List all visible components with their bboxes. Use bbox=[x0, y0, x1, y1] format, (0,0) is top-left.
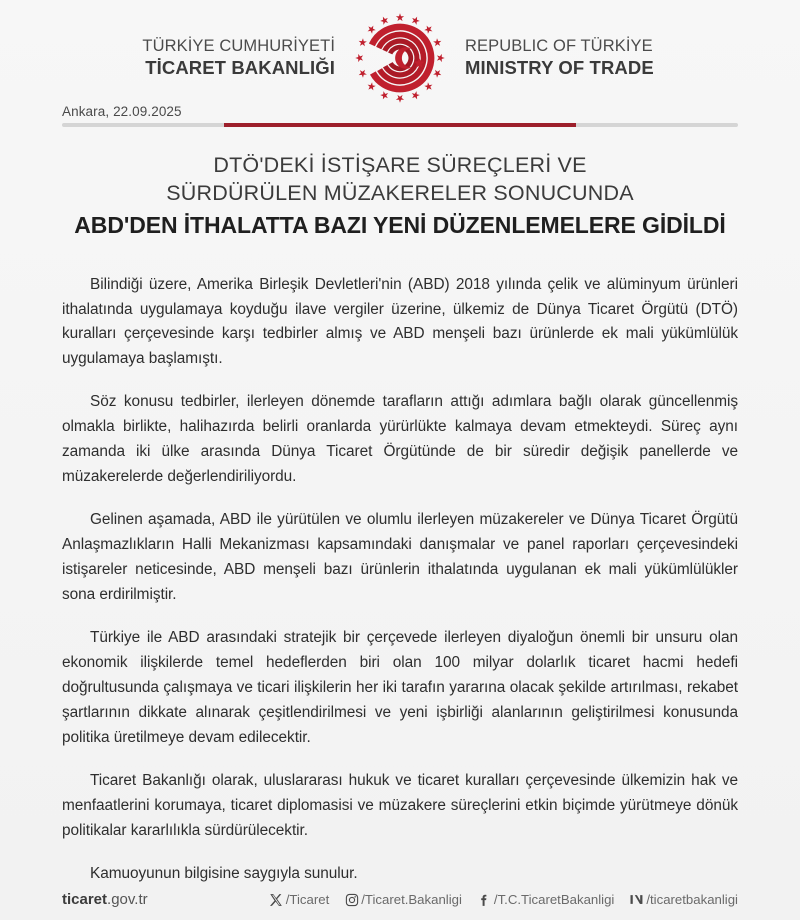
website-tld: .gov.tr bbox=[107, 891, 148, 908]
header-turkish-block bbox=[99, 37, 353, 79]
header-turkish-line2: TİCARET BAKANLIĞI bbox=[145, 56, 335, 78]
header-english-block bbox=[447, 37, 701, 79]
page-title bbox=[0, 127, 800, 247]
paragraph: Bilindiği üzere, Amerika Birleşik Devletleri'nin (ABD) 2018 yılında çelik ve alüminyum ürünleri ithalatında uygulamaya koyduğu ilave vergiler üzerine, ülkemiz de Dünya Ticaret Örgütü (DTÖ) kuralları çerçevesinde karşı tedbirler almış ve ABD menşeli bazı ürünlerde ek mali yükümlülük uygulamaya başlamıştı. bbox=[62, 275, 738, 368]
social-handle-instagram: /Ticaret.Bakanligi bbox=[361, 892, 462, 907]
dateline-section bbox=[0, 104, 800, 127]
social-link-linkedin[interactable] bbox=[629, 892, 738, 907]
website-link[interactable] bbox=[62, 891, 148, 908]
header-divider-accent bbox=[224, 123, 576, 127]
social-links bbox=[269, 892, 738, 907]
paragraph: Türkiye ile ABD arasındaki stratejik bir çerçevede ilerleyen diyaloğun önemli bir unsuru olan ekonomik ilişkilerde temel hedeflerden biri olan 100 milyar dolarlık ticaret hacmi hedefi doğrultusunda çalışmaya ve ticari ilişkilerin her iki tarafın yararına olacak şekilde artırılması, rekabet şartlarının dikkate alınarak çeşitlendirilmesi ve yeni işbirliği alanlarının geliştirilmesi konusunda politika üretilmeye devam edilecektir. bbox=[62, 629, 738, 746]
instagram-icon bbox=[344, 892, 359, 907]
social-link-facebook[interactable] bbox=[477, 892, 614, 907]
document-header bbox=[0, 0, 800, 104]
paragraph: Söz konusu tedbirler, ilerleyen dönemde tarafların attığı adımlara bağlı olarak güncellenmiş olmakla birlikte, halihazırda belirli oranlarda yürürlükte kalmaya devam etmekteydi. Süreç aynı zamanda iki ülke arasında Dünya Ticaret Örgütünde de bir süredir değişik panellerde ve müzakerelerde değerlendiriliyordu. bbox=[62, 393, 738, 486]
social-handle-linkedin: /ticaretbakanligi bbox=[646, 892, 738, 907]
title-line-1: DTÖ'DEKİ İSTİŞARE SÜREÇLERİ VE bbox=[213, 153, 587, 177]
header-english-line2: MINISTRY OF TRADE bbox=[465, 56, 654, 78]
turkish-ministry-of-trade-emblem bbox=[353, 11, 447, 105]
title-line-2: SÜRDÜRÜLEN MÜZAKERELER SONUCUNDA bbox=[166, 181, 634, 206]
title-line-3: ABD'DEN İTHALATTA BAZI YENİ DÜZENLEMELERE GİDİLDİ bbox=[74, 211, 726, 238]
dateline: Ankara, 22.09.2025 bbox=[62, 104, 182, 119]
social-handle-facebook: /T.C.TicaretBakanligi bbox=[493, 892, 615, 907]
facebook-icon bbox=[477, 892, 492, 907]
header-turkish-line1: TÜRKİYE CUMHURİYETİ bbox=[142, 37, 335, 56]
paragraph-closing: Kamuoyunun bilgisine saygıyla sunulur. bbox=[90, 864, 358, 882]
social-link-x[interactable] bbox=[269, 892, 329, 907]
social-link-instagram[interactable] bbox=[344, 892, 462, 907]
press-release-body bbox=[0, 247, 800, 887]
linkedin-icon bbox=[629, 892, 644, 907]
header-divider bbox=[62, 123, 738, 127]
document-footer bbox=[0, 891, 800, 908]
social-handle-x: /Ticaret bbox=[285, 892, 330, 907]
header-english-line1: REPUBLIC OF TÜRKİYE bbox=[465, 37, 653, 56]
paragraph: Gelinen aşamada, ABD ile yürütülen ve olumlu ilerleyen müzakereler ve Dünya Ticaret Örgütü Anlaşmazlıkların Halli Mekanizması kapsamındaki danışmalar ve panel raporları çerçevesindeki istişareler neticesinde, ABD menşeli bazı ürünlerin ithalatında uygulanan ek mali yükümlülükler sona erdirilmiştir. bbox=[62, 511, 738, 604]
x-twitter-icon bbox=[269, 892, 284, 907]
website-name: ticaret bbox=[62, 891, 108, 908]
paragraph: Ticaret Bakanlığı olarak, uluslararası hukuk ve ticaret kuralları çerçevesinde ülkemizin hak ve menfaatlerini korumaya, ticaret diplomasisi ve müzakere süreçlerini etkin biçimde yürütmeye dönük politikalar kararlılıkla sürdürülecektir. bbox=[62, 771, 738, 839]
